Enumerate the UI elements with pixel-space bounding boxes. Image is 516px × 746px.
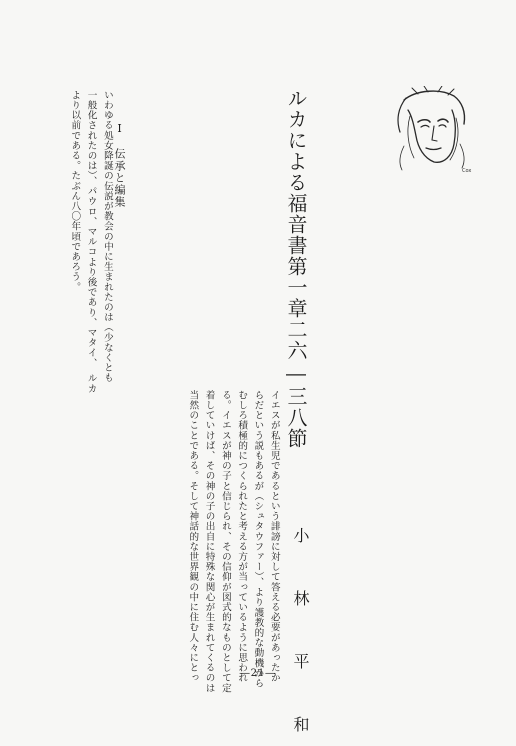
text-line: 着していけば、その神の子の出自に特殊な関心が生まれてくるのは — [203, 390, 215, 693]
text-column-upper — [66, 90, 115, 394]
portrait-sketch-illustration — [384, 86, 476, 178]
text-line: 一般化されたのは）、パウロ、マルコより後であり、マタイ、 ルカ — [85, 90, 97, 394]
text-line: らだという説もあるが（シュタウファー）、より護教的な動機から — [252, 390, 264, 689]
text-line: イエスが私生児であるという誹謗に対して答える必要があったか — [268, 390, 280, 683]
text-column-lower — [184, 390, 282, 693]
svg-text:Cox: Cox — [462, 168, 472, 174]
author-name: 小 林 平 和 — [291, 527, 310, 746]
page-number: ―21― — [239, 668, 277, 679]
text-line: 当然のことである。そして神話的な世界観の中に住む人々にとっ — [187, 390, 199, 683]
text-line: る。イエスが神の子と信じられ、その信仰が図式的なものとして定 — [219, 390, 231, 693]
article-title: ルカによる福音書第一章二六―三八節 — [284, 88, 308, 449]
text-line: より以前である。たぶん八〇年頃であろう。 — [69, 90, 81, 292]
text-line: むしろ積極的につくられたと考える方が当っているように思われ — [236, 390, 248, 683]
text-line: いわゆる処女降誕の伝説が教会の中に生まれたのは（少なくとも — [101, 90, 113, 383]
section-heading: Ⅰ 伝承と編集 — [113, 122, 126, 208]
